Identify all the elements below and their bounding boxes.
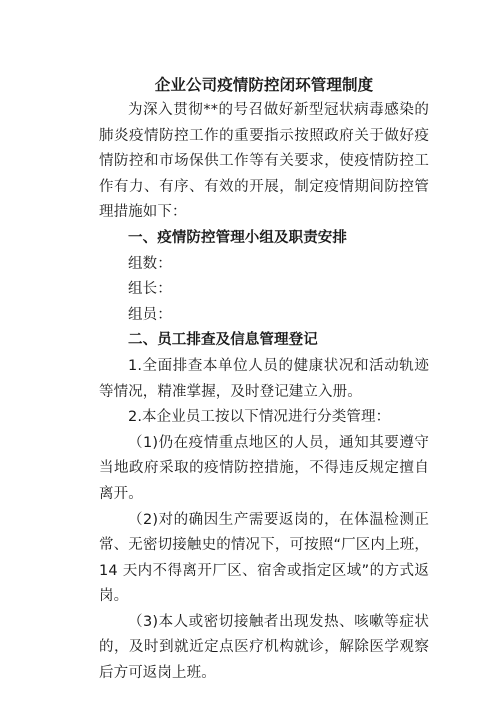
document-body: [99, 72, 429, 687]
paragraph-2: 2.本企业员工按以下情况进行分类管理：: [128, 409, 391, 426]
paragraph-5: （3)本人或密切接触者出现发热、咳嗽等症状的，及时到就近定点医疗机构就诊，解除医学观察后方可返岗上班。: [99, 613, 429, 682]
field-group-members: 组员：: [128, 306, 172, 323]
section-heading-2: 二、员工排查及信息管理登记: [128, 332, 318, 349]
paragraph-1: 1.全面排查本单位人员的健康状况和活动轨迹等情况，精准掌握，及时登记建立入册。: [99, 357, 429, 400]
paragraph-4: （2)对的确因生产需要返岗的，在体温检测正常、无密切接触史的情况下，可按照“厂区内上班，14 天内不得离开厂区、宿舍或指定区域”的方式返岗。: [99, 511, 429, 605]
field-group-count: 组数：: [128, 255, 172, 272]
paragraph-3: （1)仍在疫情重点地区的人员，通知其要遵守当地政府采取的疫情防控措施，不得违反规定擅自离开。: [99, 434, 429, 502]
section-heading-1: 一、疫情防控管理小组及职责安排: [128, 229, 347, 246]
intro-paragraph: 为深入贯彻**的号召做好新型冠状病毒感染的肺炎疫情防控工作的重要指示按照政府关于做好疫情防控和市场保供工作等有关要求，使疫情防控工作有力、有序、有效的开展，制定疫情期间防控管理措施如下：: [99, 102, 429, 221]
document-title: 企业公司疫情防控闭环管理制度: [154, 76, 374, 94]
field-group-leader: 组长：: [128, 281, 172, 298]
